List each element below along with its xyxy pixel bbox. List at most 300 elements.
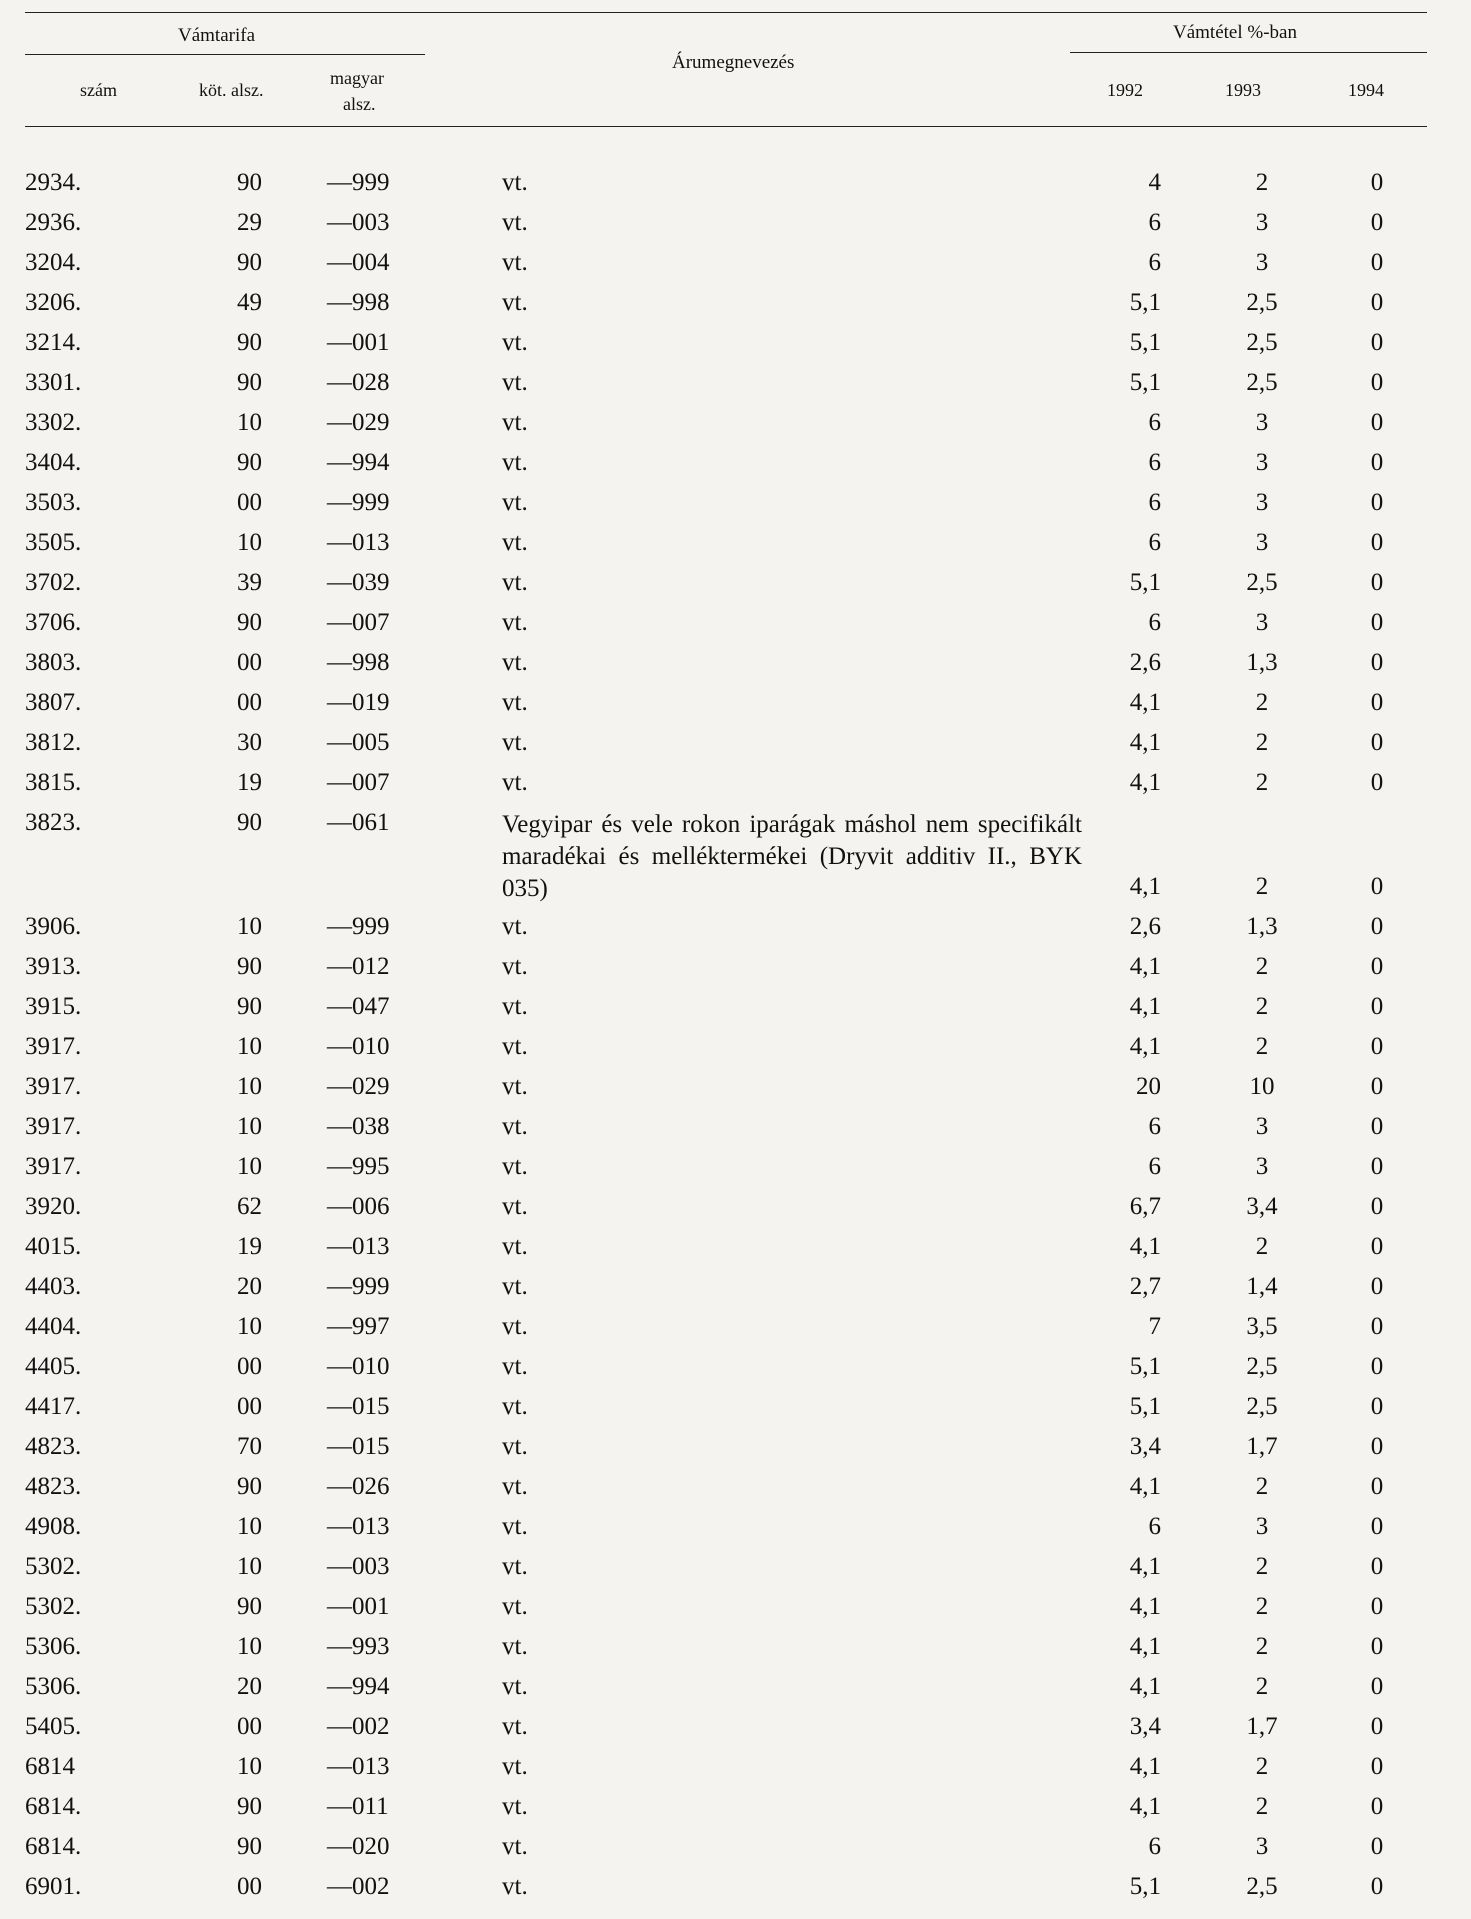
hungarian-subheading: —010 xyxy=(327,1033,390,1060)
rate-1992: 4,1 xyxy=(1129,769,1161,796)
table-row xyxy=(0,163,1471,203)
goods-description: vt. xyxy=(502,209,528,236)
rate-1992: 4,1 xyxy=(1129,1633,1161,1660)
table-row xyxy=(0,803,1471,907)
rate-1993: 1,4 xyxy=(1246,1273,1278,1300)
rate-1993: 2,5 xyxy=(1246,369,1278,396)
rate-1994: 0 xyxy=(1370,1113,1384,1140)
rate-1994: 0 xyxy=(1370,369,1384,396)
rate-1992: 6 xyxy=(1148,1113,1161,1140)
rate-1994: 0 xyxy=(1370,769,1384,796)
bound-subheading: 20 xyxy=(237,1673,262,1700)
goods-description: vt. xyxy=(502,1753,528,1780)
goods-description: vt. xyxy=(502,1273,528,1300)
tariff-table xyxy=(0,163,1471,1907)
rate-1994: 0 xyxy=(1370,1553,1384,1580)
bound-subheading: 90 xyxy=(237,609,262,636)
tariff-number: 3301. xyxy=(25,369,82,396)
bound-subheading: 62 xyxy=(237,1193,262,1220)
rate-1992: 5,1 xyxy=(1129,1873,1161,1900)
rate-1994: 0 xyxy=(1370,689,1384,716)
table-row xyxy=(0,1867,1471,1907)
rate-1992: 6 xyxy=(1148,249,1161,276)
bound-subheading: 90 xyxy=(237,249,262,276)
tariff-number: 3913. xyxy=(25,953,82,980)
goods-description: vt. xyxy=(502,1193,528,1220)
rate-1994: 0 xyxy=(1370,729,1384,756)
hungarian-subheading: —007 xyxy=(327,769,390,796)
rate-1994: 0 xyxy=(1370,993,1384,1020)
table-row xyxy=(0,1427,1471,1467)
hungarian-subheading: —039 xyxy=(327,569,390,596)
header-col-magyar-1: magyar xyxy=(330,68,384,88)
rate-1992: 4,1 xyxy=(1129,1753,1161,1780)
table-row xyxy=(0,1267,1471,1307)
rate-1994: 0 xyxy=(1370,329,1384,356)
hungarian-subheading: —001 xyxy=(327,329,390,356)
tariff-number: 5306. xyxy=(25,1633,82,1660)
table-row xyxy=(0,483,1471,523)
table-row xyxy=(0,1067,1471,1107)
table-row xyxy=(0,947,1471,987)
table-row xyxy=(0,1307,1471,1347)
hungarian-subheading: —999 xyxy=(327,1273,390,1300)
header-group-rate: Vámtétel %-ban xyxy=(1173,22,1297,43)
table-row xyxy=(0,403,1471,443)
rate-1994: 0 xyxy=(1370,1033,1384,1060)
rate-1993: 3 xyxy=(1255,209,1269,236)
rate-1993: 2 xyxy=(1255,1793,1269,1820)
rate-1992: 4,1 xyxy=(1129,1473,1161,1500)
goods-description: vt. xyxy=(502,913,528,940)
hungarian-subheading: —993 xyxy=(327,1633,390,1660)
rate-1994: 0 xyxy=(1370,1353,1384,1380)
tariff-number: 3302. xyxy=(25,409,82,436)
table-row xyxy=(0,723,1471,763)
rate-1993: 1,3 xyxy=(1246,649,1278,676)
header-top-rule xyxy=(25,12,1427,13)
bound-subheading: 19 xyxy=(237,1233,262,1260)
rate-1993: 2,5 xyxy=(1246,329,1278,356)
rate-1993: 10 xyxy=(1249,1073,1275,1100)
rate-1993: 2 xyxy=(1255,169,1269,196)
table-row xyxy=(0,283,1471,323)
table-row xyxy=(0,523,1471,563)
rate-1992: 2,6 xyxy=(1129,913,1161,940)
bound-subheading: 10 xyxy=(237,1553,262,1580)
hungarian-subheading: —002 xyxy=(327,1873,390,1900)
tariff-number: 3812. xyxy=(25,729,82,756)
table-row xyxy=(0,643,1471,683)
goods-description: vt. xyxy=(502,1433,528,1460)
rate-1992: 4,1 xyxy=(1129,953,1161,980)
bound-subheading: 10 xyxy=(237,1113,262,1140)
rate-1992: 4,1 xyxy=(1129,1233,1161,1260)
hungarian-subheading: —999 xyxy=(327,169,390,196)
rate-1992: 4,1 xyxy=(1129,689,1161,716)
rate-1993: 3 xyxy=(1255,249,1269,276)
tariff-number: 3906. xyxy=(25,913,82,940)
hungarian-subheading: —997 xyxy=(327,1313,390,1340)
tariff-number: 6901. xyxy=(25,1873,82,1900)
goods-description: vt. xyxy=(502,649,528,676)
tariff-number: 5405. xyxy=(25,1713,82,1740)
hungarian-subheading: —019 xyxy=(327,689,390,716)
table-row xyxy=(0,1507,1471,1547)
bound-subheading: 00 xyxy=(237,1713,262,1740)
hungarian-subheading: —020 xyxy=(327,1833,390,1860)
goods-description: vt. xyxy=(502,1113,528,1140)
rate-1992: 5,1 xyxy=(1129,329,1161,356)
rate-1992: 5,1 xyxy=(1129,369,1161,396)
rate-1993: 2 xyxy=(1255,689,1269,716)
bound-subheading: 90 xyxy=(237,169,262,196)
table-row xyxy=(0,1827,1471,1867)
rate-1992: 5,1 xyxy=(1129,1353,1161,1380)
hungarian-subheading: —994 xyxy=(327,1673,390,1700)
bound-subheading: 10 xyxy=(237,529,262,556)
tariff-number: 3815. xyxy=(25,769,82,796)
goods-description: vt. xyxy=(502,289,528,316)
rate-1993: 3,4 xyxy=(1246,1193,1278,1220)
table-row xyxy=(0,1387,1471,1427)
bound-subheading: 10 xyxy=(237,1073,262,1100)
hungarian-subheading: —013 xyxy=(327,1233,390,1260)
goods-description: vt. xyxy=(502,1713,528,1740)
rate-1992: 5,1 xyxy=(1129,1393,1161,1420)
bound-subheading: 20 xyxy=(237,1273,262,1300)
header-group-tariff: Vámtarifa xyxy=(178,25,256,46)
tariff-number: 2936. xyxy=(25,209,82,236)
rate-1994: 0 xyxy=(1370,1193,1384,1220)
hungarian-subheading: —002 xyxy=(327,1713,390,1740)
rate-1994: 0 xyxy=(1370,529,1384,556)
rate-1992: 3,4 xyxy=(1129,1713,1161,1740)
rate-1992: 6 xyxy=(1148,409,1161,436)
rate-1992: 7 xyxy=(1148,1313,1161,1340)
tariff-number: 4403. xyxy=(25,1273,82,1300)
hungarian-subheading: —999 xyxy=(327,913,390,940)
bound-subheading: 00 xyxy=(237,689,262,716)
hungarian-subheading: —013 xyxy=(327,529,390,556)
rate-1994: 0 xyxy=(1370,209,1384,236)
rate-1993: 3 xyxy=(1255,489,1269,516)
goods-description: vt. xyxy=(502,729,528,756)
tariff-group-rule xyxy=(25,54,425,55)
rate-1994: 0 xyxy=(1370,1153,1384,1180)
rate-1994: 0 xyxy=(1370,289,1384,316)
rate-1992: 4,1 xyxy=(1129,1593,1161,1620)
rate-1994: 0 xyxy=(1370,1273,1384,1300)
rate-1994: 0 xyxy=(1370,1633,1384,1660)
tariff-number: 3917. xyxy=(25,1153,82,1180)
rate-1993: 3 xyxy=(1255,449,1269,476)
rate-1992: 4,1 xyxy=(1129,729,1161,756)
hungarian-subheading: —026 xyxy=(327,1473,390,1500)
table-row xyxy=(0,1787,1471,1827)
rate-1994: 0 xyxy=(1370,1513,1384,1540)
bound-subheading: 00 xyxy=(237,1353,262,1380)
rate-1992: 20 xyxy=(1136,1073,1161,1100)
rate-1994: 0 xyxy=(1370,1233,1384,1260)
table-row xyxy=(0,1107,1471,1147)
table-row xyxy=(0,563,1471,603)
bound-subheading: 90 xyxy=(237,809,262,836)
goods-description: vt. xyxy=(502,1793,528,1820)
goods-description: vt. xyxy=(502,1673,528,1700)
goods-description: vt. xyxy=(502,329,528,356)
bound-subheading: 29 xyxy=(237,209,262,236)
rate-1994: 0 xyxy=(1370,249,1384,276)
table-row xyxy=(0,1707,1471,1747)
bound-subheading: 90 xyxy=(237,1833,262,1860)
hungarian-subheading: —012 xyxy=(327,953,390,980)
hungarian-subheading: —061 xyxy=(327,809,390,836)
header-col-szam: szám xyxy=(80,80,117,100)
rate-1994: 0 xyxy=(1370,1073,1384,1100)
rate-1994: 0 xyxy=(1370,409,1384,436)
hungarian-subheading: —029 xyxy=(327,1073,390,1100)
bound-subheading: 30 xyxy=(237,729,262,756)
rate-1993: 2 xyxy=(1255,1673,1269,1700)
rate-1993: 2 xyxy=(1255,1033,1269,1060)
bound-subheading: 90 xyxy=(237,369,262,396)
tariff-number: 3915. xyxy=(25,993,82,1020)
bound-subheading: 39 xyxy=(237,569,262,596)
rate-1993: 3 xyxy=(1255,1833,1269,1860)
rate-1994: 0 xyxy=(1370,569,1384,596)
goods-description: vt. xyxy=(502,1353,528,1380)
rate-1992: 6 xyxy=(1148,449,1161,476)
rate-1992: 6 xyxy=(1148,609,1161,636)
tariff-number: 4417. xyxy=(25,1393,82,1420)
tariff-number: 4823. xyxy=(25,1433,82,1460)
goods-description: vt. xyxy=(502,569,528,596)
tariff-number: 6814. xyxy=(25,1793,82,1820)
hungarian-subheading: —013 xyxy=(327,1753,390,1780)
rate-1994: 0 xyxy=(1370,1593,1384,1620)
tariff-number: 3803. xyxy=(25,649,82,676)
rate-1992: 4,1 xyxy=(1129,1673,1161,1700)
rate-1994: 0 xyxy=(1370,1753,1384,1780)
rate-1994: 0 xyxy=(1370,1833,1384,1860)
hungarian-subheading: —998 xyxy=(327,649,390,676)
goods-description: vt. xyxy=(502,1513,528,1540)
header-col-description: Árumegnevezés xyxy=(672,52,795,73)
rate-1992: 5,1 xyxy=(1129,569,1161,596)
hungarian-subheading: —004 xyxy=(327,249,390,276)
hungarian-subheading: —005 xyxy=(327,729,390,756)
rate-1993: 1,7 xyxy=(1246,1713,1278,1740)
rate-1992: 4,1 xyxy=(1129,1553,1161,1580)
bound-subheading: 49 xyxy=(237,289,262,316)
tariff-number: 3917. xyxy=(25,1113,82,1140)
tariff-number: 3503. xyxy=(25,489,82,516)
table-row xyxy=(0,763,1471,803)
hungarian-subheading: —007 xyxy=(327,609,390,636)
table-row xyxy=(0,323,1471,363)
tariff-number: 3706. xyxy=(25,609,82,636)
table-row xyxy=(0,243,1471,283)
hungarian-subheading: —047 xyxy=(327,993,390,1020)
tariff-number: 3214. xyxy=(25,329,82,356)
bound-subheading: 10 xyxy=(237,409,262,436)
rate-1993: 2,5 xyxy=(1246,569,1278,596)
rate-1993: 2 xyxy=(1255,1633,1269,1660)
bound-subheading: 10 xyxy=(237,1153,262,1180)
goods-description: vt. xyxy=(502,1873,528,1900)
rate-1993: 3 xyxy=(1255,1513,1269,1540)
goods-description: vt. xyxy=(502,409,528,436)
bound-subheading: 00 xyxy=(237,1393,262,1420)
goods-description: vt. xyxy=(502,369,528,396)
rate-1992: 4,1 xyxy=(1129,1793,1161,1820)
table-row xyxy=(0,1147,1471,1187)
bound-subheading: 70 xyxy=(237,1433,262,1460)
bound-subheading: 90 xyxy=(237,449,262,476)
bound-subheading: 90 xyxy=(237,1793,262,1820)
goods-description: vt. xyxy=(502,1833,528,1860)
table-row xyxy=(0,1747,1471,1787)
header-col-magyar-2: alsz. xyxy=(343,94,376,114)
hungarian-subheading: —013 xyxy=(327,1513,390,1540)
table-row xyxy=(0,363,1471,403)
goods-description: vt. xyxy=(502,489,528,516)
goods-description: vt. xyxy=(502,1313,528,1340)
tariff-number: 4405. xyxy=(25,1353,82,1380)
rate-1993: 2,5 xyxy=(1246,1393,1278,1420)
goods-description: vt. xyxy=(502,953,528,980)
tariff-number: 3807. xyxy=(25,689,82,716)
tariff-number: 3917. xyxy=(25,1073,82,1100)
rate-1993: 3 xyxy=(1255,409,1269,436)
rate-1993: 2 xyxy=(1255,1753,1269,1780)
goods-description: vt. xyxy=(502,993,528,1020)
rate-1994: 0 xyxy=(1370,953,1384,980)
bound-subheading: 10 xyxy=(237,1753,262,1780)
bound-subheading: 90 xyxy=(237,993,262,1020)
table-row xyxy=(0,603,1471,643)
hungarian-subheading: —006 xyxy=(327,1193,390,1220)
rate-1992: 6 xyxy=(1148,209,1161,236)
rate-1992: 5,1 xyxy=(1129,289,1161,316)
rate-1993: 2 xyxy=(1255,729,1269,756)
bound-subheading: 00 xyxy=(237,649,262,676)
goods-description: vt. xyxy=(502,449,528,476)
hungarian-subheading: —010 xyxy=(327,1353,390,1380)
hungarian-subheading: —994 xyxy=(327,449,390,476)
rate-1994: 0 xyxy=(1370,1873,1384,1900)
table-row xyxy=(0,1587,1471,1627)
goods-description: vt. xyxy=(502,1233,528,1260)
table-row xyxy=(0,1227,1471,1267)
tariff-number: 3204. xyxy=(25,249,82,276)
rate-1993: 2,5 xyxy=(1246,1353,1278,1380)
tariff-number: 4015. xyxy=(25,1233,82,1260)
bound-subheading: 10 xyxy=(237,1033,262,1060)
table-row xyxy=(0,907,1471,947)
table-row xyxy=(0,443,1471,483)
tariff-number: 6814. xyxy=(25,1833,82,1860)
rate-1992: 4,1 xyxy=(1129,1033,1161,1060)
tariff-number: 3505. xyxy=(25,529,82,556)
goods-description: vt. xyxy=(502,769,528,796)
hungarian-subheading: —011 xyxy=(327,1793,389,1820)
bound-subheading: 19 xyxy=(237,769,262,796)
goods-description: vt. xyxy=(502,169,528,196)
tariff-number: 5302. xyxy=(25,1553,82,1580)
rate-1992: 2,7 xyxy=(1129,1273,1161,1300)
bound-subheading: 10 xyxy=(237,1633,262,1660)
hungarian-subheading: —995 xyxy=(327,1153,390,1180)
table-row xyxy=(0,1027,1471,1067)
goods-description: vt. xyxy=(502,609,528,636)
tariff-number: 5306. xyxy=(25,1673,82,1700)
header-col-kot: köt. alsz. xyxy=(199,80,264,100)
rate-1992: 4,1 xyxy=(1129,993,1161,1020)
table-row xyxy=(0,1627,1471,1667)
rate-1993: 2 xyxy=(1255,1233,1269,1260)
rate-1994: 0 xyxy=(1370,1473,1384,1500)
bound-subheading: 90 xyxy=(237,1473,262,1500)
rate-1992: 4 xyxy=(1148,169,1161,196)
bound-subheading: 10 xyxy=(237,1513,262,1540)
goods-description: vt. xyxy=(502,1073,528,1100)
tariff-number: 3702. xyxy=(25,569,82,596)
rate-1993: 2,5 xyxy=(1246,1873,1278,1900)
goods-description: vt. xyxy=(502,529,528,556)
rate-1994: 0 xyxy=(1370,449,1384,476)
rate-1992: 6,7 xyxy=(1129,1193,1161,1220)
table-row xyxy=(0,1547,1471,1587)
tariff-number: 3206. xyxy=(25,289,82,316)
rate-1992: 3,4 xyxy=(1129,1433,1161,1460)
rate-1994: 0 xyxy=(1370,913,1384,940)
hungarian-subheading: —999 xyxy=(327,489,390,516)
goods-description: vt. xyxy=(502,1593,528,1620)
tariff-number: 3823. xyxy=(25,809,82,836)
bound-subheading: 90 xyxy=(237,1593,262,1620)
table-row xyxy=(0,1347,1471,1387)
rate-1994: 0 xyxy=(1370,1713,1384,1740)
goods-description: vt. xyxy=(502,1153,528,1180)
rate-1994: 0 xyxy=(1370,1793,1384,1820)
tariff-number: 5302. xyxy=(25,1593,82,1620)
rate-1994: 0 xyxy=(1370,649,1384,676)
hungarian-subheading: —003 xyxy=(327,1553,390,1580)
bound-subheading: 90 xyxy=(237,953,262,980)
table-row xyxy=(0,1187,1471,1227)
tariff-number: 6814 xyxy=(25,1753,75,1780)
hungarian-subheading: —015 xyxy=(327,1433,390,1460)
rate-1993: 3 xyxy=(1255,529,1269,556)
rate-1993: 3 xyxy=(1255,1153,1269,1180)
rate-1993: 3,5 xyxy=(1246,1313,1278,1340)
goods-description: Vegyipar és vele rokon iparágak máshol nem specifikált maradékai és melléktermékei (Dryvit additiv II., BYK 035) xyxy=(502,811,1082,902)
bound-subheading: 10 xyxy=(237,913,262,940)
header-year-1992: 1992 xyxy=(1107,80,1143,100)
goods-description: vt. xyxy=(502,1033,528,1060)
hungarian-subheading: —003 xyxy=(327,209,390,236)
bound-subheading: 00 xyxy=(237,489,262,516)
hungarian-subheading: —998 xyxy=(327,289,390,316)
rate-1992: 4,1 xyxy=(1129,873,1161,900)
rate-1993: 2 xyxy=(1255,769,1269,796)
rate-1994: 0 xyxy=(1370,1673,1384,1700)
rate-1993: 1,3 xyxy=(1246,913,1278,940)
goods-description: vt. xyxy=(502,249,528,276)
rate-1994: 0 xyxy=(1370,1433,1384,1460)
